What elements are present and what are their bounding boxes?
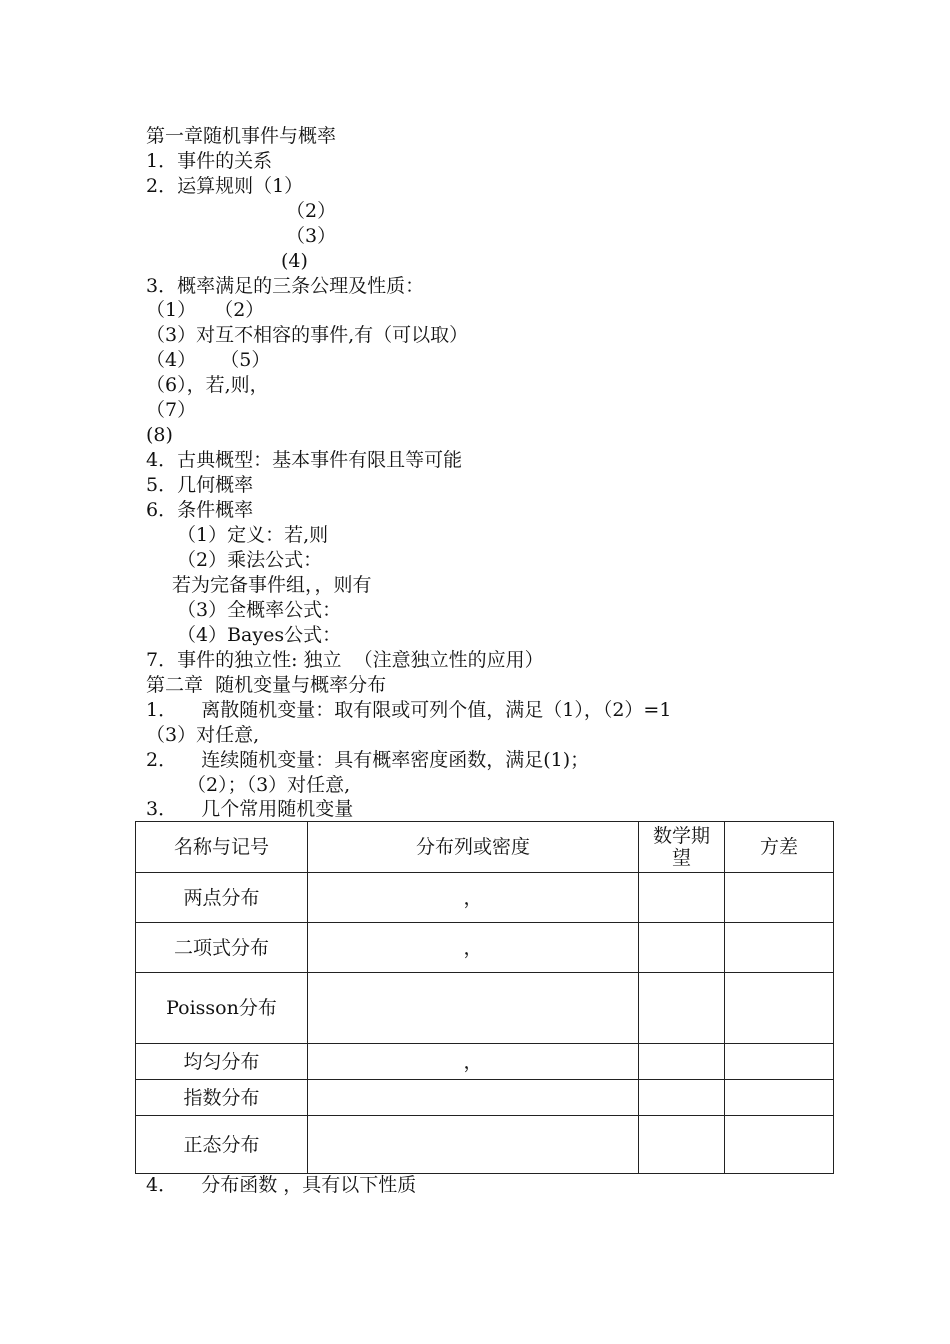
text-line: （6），若,则， [146, 374, 269, 396]
text-line: (8) [146, 424, 173, 446]
table-cell [308, 1116, 639, 1174]
table-cell [725, 1116, 834, 1174]
text-line: （4） （5） [146, 349, 271, 371]
table-cell [308, 1080, 639, 1116]
text-line: 3．概率满足的三条公理及性质： [146, 275, 425, 297]
text-line: 2．运算规则（1） [146, 175, 304, 197]
text-line: 7．事件的独立性: 独立 （注意独立性的应用） [146, 649, 544, 671]
table-cell [308, 973, 639, 1044]
text-line: （2） [286, 200, 337, 222]
text-line: 1． 离散随机变量：取有限或可列个值，满足（1），（2）=1 [146, 699, 672, 721]
table-row [136, 1080, 834, 1116]
table-cell: 二项式分布 [136, 923, 308, 973]
header-cell: 数学期望 [639, 822, 725, 873]
table-cell [725, 973, 834, 1044]
table-cell: ， [308, 873, 639, 923]
table-cell: Poisson分布 [136, 973, 308, 1044]
text-line: (4) [281, 250, 308, 272]
text-line: 2． 连续随机变量：具有概率密度函数，满足(1)； [146, 749, 590, 771]
table-row [136, 1044, 834, 1080]
table-cell: 指数分布 [136, 1080, 308, 1116]
text-line: 4．古典概型：基本事件有限且等可能 [146, 449, 463, 471]
table-cell [639, 973, 725, 1044]
table-cell: 正态分布 [136, 1116, 308, 1174]
table-cell: 均匀分布 [136, 1044, 308, 1080]
table-cell [725, 1044, 834, 1080]
text-line: （2）乘法公式： [177, 549, 323, 571]
table-cell: ， [308, 1044, 639, 1080]
text-line: （3）全概率公式： [177, 599, 342, 621]
text-line: （2）；（3）对任意, [187, 774, 351, 796]
table-header-row [136, 822, 834, 873]
table-cell [639, 873, 725, 923]
header-cell: 分布列或密度 [308, 822, 639, 873]
text-line: （4）Bayes公式： [177, 624, 342, 646]
table-row [136, 1116, 834, 1174]
text-line: （7） [146, 399, 197, 421]
table-cell [639, 1116, 725, 1174]
text-line: 若为完备事件组，，则有 [172, 574, 372, 596]
text-line: 4． 分布函数 ，具有以下性质 [146, 1174, 417, 1196]
text-line: 5．几何概率 [146, 474, 254, 496]
table-cell [639, 923, 725, 973]
text-line: 3． 几个常用随机变量 [146, 798, 354, 820]
text-line: （3）对任意, [146, 724, 260, 746]
table-cell [725, 923, 834, 973]
table-cell [639, 1080, 725, 1116]
text-line: （3） [286, 225, 337, 247]
header-cell: 名称与记号 [136, 822, 308, 873]
text-line: 6．条件概率 [146, 499, 254, 521]
text-line: （1） （2） [146, 299, 265, 321]
table-row [136, 973, 834, 1044]
table-row [136, 873, 834, 923]
header-cell: 方差 [725, 822, 834, 873]
table-cell: 两点分布 [136, 873, 308, 923]
text-line: 1．事件的关系 [146, 150, 273, 172]
table-cell [639, 1044, 725, 1080]
table-cell: ， [308, 923, 639, 973]
chapter-1-title: 第一章随机事件与概率 [146, 125, 337, 147]
table-row [136, 923, 834, 973]
table-cell [725, 1080, 834, 1116]
table-cell [725, 873, 834, 923]
text-line: （1）定义：若,则 [177, 524, 329, 546]
chapter-2-title: 第二章 随机变量与概率分布 [146, 674, 387, 696]
distribution-table [135, 821, 834, 1174]
text-line: （3）对互不相容的事件,有（可以取） [146, 324, 469, 346]
